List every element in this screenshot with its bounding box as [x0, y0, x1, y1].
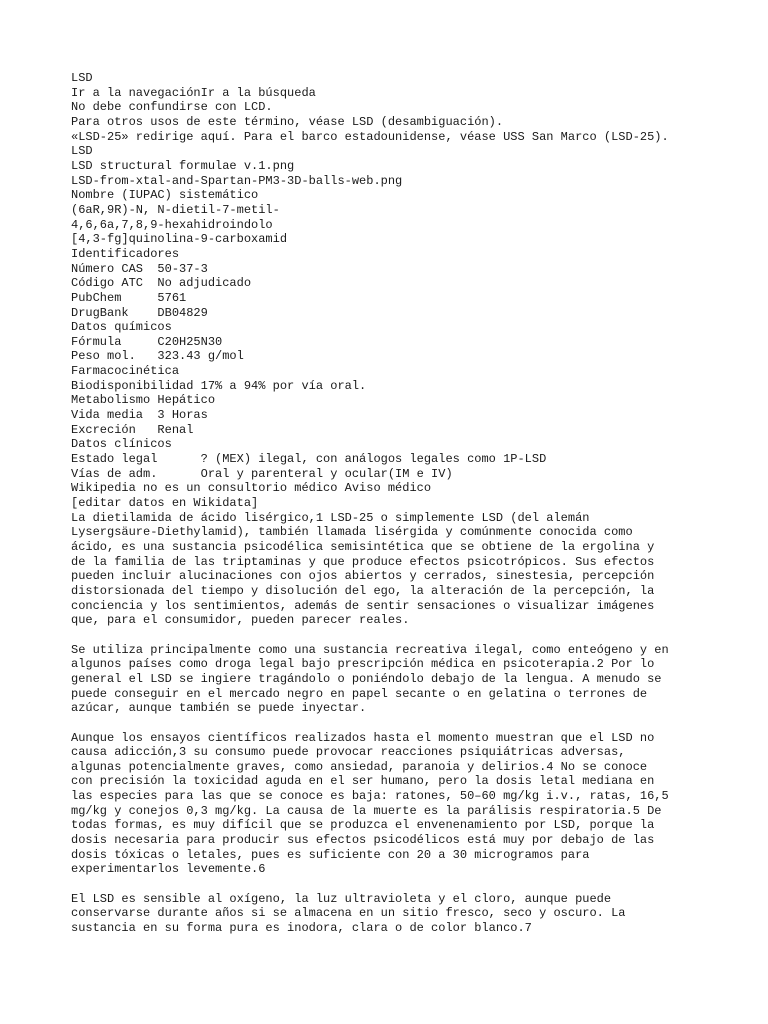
navigation-links: Ir a la navegaciónIr a la búsqueda	[71, 85, 316, 100]
iupac-name-line: (6aR,9R)-N, N-dietil-7-metil-	[71, 202, 280, 217]
image-caption-structural: LSD structural formulae v.1.png	[71, 158, 295, 173]
paragraph-usage: Se utiliza principalmente como una sustancia recreativa ilegal, como enteógeno y en algunos países como droga legal bajo prescripción médica en psicoterapia.2 Por lo general el LSD se ingiere tragándolo o poniéndolo debajo de la lengua. A menudo se puede conseguir en el mercado negro en papel secante o en gelatina o terrones de azúcar, aunque también se puede inyectar.	[71, 642, 669, 716]
identifiers-heading: Identificadores	[71, 246, 180, 261]
formula-row: Fórmula C20H25N30	[71, 334, 223, 349]
clinical-data-heading: Datos clínicos	[71, 437, 172, 452]
pubchem-row: PubChem 5761	[71, 290, 187, 305]
image-caption-3d: LSD-from-xtal-and-Spartan-PM3-3D-balls-web.png	[71, 173, 403, 188]
excretion-row: Excreción Renal	[71, 422, 194, 437]
bioavailability-row: Biodisponibilidad 17% a 94% por vía oral.	[71, 378, 367, 393]
legal-status-row: Estado legal ? (MEX) ilegal, con análogos legales como 1P-LSD	[71, 452, 547, 467]
cas-row: Número CAS 50-37-3	[71, 261, 208, 276]
hatnote-disambiguation: Para otros usos de este término, véase LSD (desambiguación).	[71, 114, 504, 129]
drugbank-row: DrugBank DB04829	[71, 305, 208, 320]
iupac-heading: Nombre (IUPAC) sistemático	[71, 188, 259, 203]
molar-mass-row: Peso mol. 323.43 g/mol	[71, 349, 244, 364]
paragraph-intro: La dietilamida de ácido lisérgico,1 LSD-25 o simplemente LSD (del alemán Lysergsäure-Diethylamid), también llamada lisérgida y comúnmente conocida como ácido, es una sustancia psicodélica semisintética que se obtiene de la ergolina y de la familia de las triptaminas y que produce efectos psicotrópicos. Sus efectos pueden incluir alucinaciones con ojos abiertos y cerrados, sinestesia, percepción distorsionada del tiempo y disolución del ego, la alteración de la percepción, la conciencia y los sentimientos, además de sentir sensaciones o visualizar imágenes que, para el consumidor, pueden parecer reales.	[71, 510, 655, 628]
article-body	[71, 511, 728, 936]
metabolism-row: Metabolismo Hepático	[71, 393, 216, 408]
hatnote-lcd: No debe confundirse con LCD.	[71, 100, 273, 115]
edit-wikidata-link: [editar datos en Wikidata]	[71, 496, 259, 511]
atc-row: Código ATC No adjudicado	[71, 276, 252, 291]
chemical-data-heading: Datos químicos	[71, 320, 172, 335]
paragraph-stability: El LSD es sensible al oxígeno, la luz ultravioleta y el cloro, aunque puede conservarse durante años si se almacena en un sitio fresco, seco y oscuro. La sustancia en su forma pura es inodora, clara o de color blanco.7	[71, 891, 626, 936]
iupac-name-line: [4,3-fg]quinolina-9-carboxamid	[71, 232, 288, 247]
iupac-name-line: 4,6,6a,7,8,9-hexahidroindolo	[71, 217, 273, 232]
infobox-title: LSD	[71, 144, 93, 159]
pharmacokinetics-heading: Farmacocinética	[71, 364, 180, 379]
article-title: LSD	[71, 71, 93, 85]
hatnote-redirect: «LSD-25» redirige aquí. Para el barco estadounidense, véase USS San Marco (LSD-25).	[71, 129, 669, 144]
half-life-row: Vida media 3 Horas	[71, 408, 208, 423]
administration-routes-row: Vías de adm. Oral y parenteral y ocular(IM e IV)	[71, 466, 453, 481]
infobox-lines	[71, 71, 728, 511]
paragraph-toxicity: Aunque los ensayos científicos realizados hasta el momento muestran que el LSD no causa adicción,3 su consumo puede provocar reacciones psiquiátricas adversas, algunas potencialmente graves, como ansiedad, paranoia y delirios.4 No se conoce con precisión la toxicidad aguda en el ser humano, pero la dosis letal mediana en las especies para las que se conoce es baja: ratones, 50–60 mg/kg i.v., ratas, 16,5 mg/kg y conejos 0,3 mg/kg. La causa de la muerte es la parálisis respiratoria.5 De todas formas, es muy difícil que se produzca el envenenamiento por LSD, porque la dosis necesaria para producir sus efectos psicodélicos está muy por debajo de las dosis tóxicas o letales, pues es suficiente con 20 a 30 microgramos para experimentarlos levemente.6	[71, 730, 669, 877]
medical-disclaimer: Wikipedia no es un consultorio médico Aviso médico	[71, 481, 432, 496]
